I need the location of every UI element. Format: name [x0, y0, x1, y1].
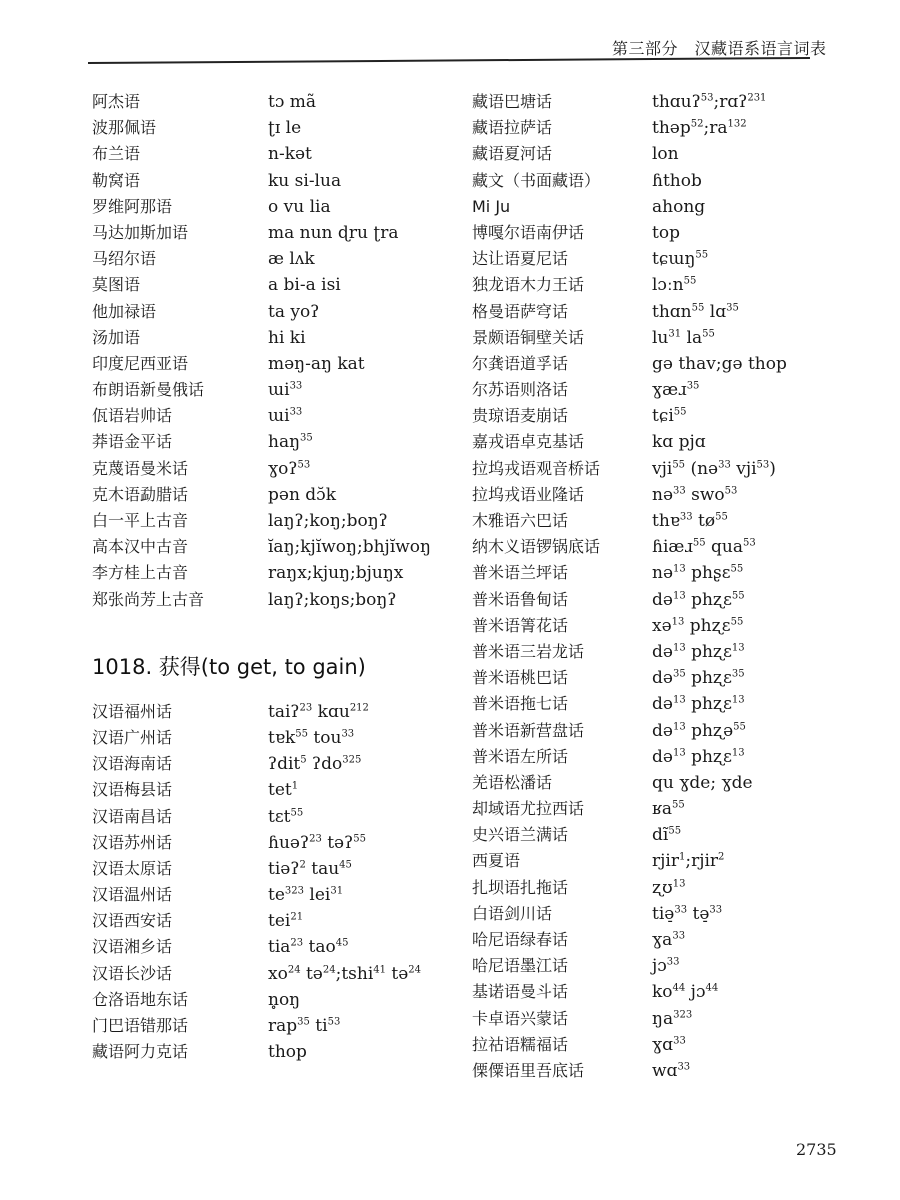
- language-name: 汉语温州话: [92, 885, 173, 905]
- entry-row: [472, 377, 852, 403]
- section-spacer: [92, 613, 452, 647]
- language-name: 门巴语错那话: [92, 1016, 189, 1035]
- language-name: 纳木义语锣锅底话: [472, 537, 601, 557]
- language-name: 嘉戎语卓克基话: [472, 432, 585, 452]
- section-title: 1018. 获得(to get, to gain): [92, 654, 366, 679]
- entry-row: [92, 141, 452, 167]
- word-form: vji$^{55}$ (nə$^{33}$ vji$^{53}$): [652, 458, 776, 479]
- entry-row: [472, 691, 852, 717]
- language-name: 布兰语: [92, 144, 141, 164]
- word-form: thop: [268, 1042, 307, 1063]
- word-form: də$^{13}$ phʐɛ$^{13}$: [652, 746, 745, 767]
- right-column: [472, 89, 852, 1084]
- entry-row: [472, 979, 852, 1005]
- language-name: 白一平上古音: [92, 511, 189, 530]
- word-form: ʔdit$^5$ ʔdo$^{325}$: [268, 754, 362, 775]
- language-name: 达让语夏尼话: [472, 249, 569, 269]
- language-name: 傈僳语里吾底话: [472, 1060, 585, 1080]
- entry-row: [472, 534, 852, 560]
- word-form: tɛt$^{55}$: [268, 806, 304, 827]
- entry-row: [92, 351, 452, 377]
- word-form: haŋ$^{35}$: [268, 432, 313, 453]
- language-name: 克蔑语曼米话: [92, 458, 189, 478]
- entry-row: [92, 168, 452, 194]
- word-form: $ŋa^{323}$: [652, 1008, 693, 1029]
- language-name: 汉语苏州话: [92, 832, 173, 852]
- language-name: 高本汉中古音: [92, 537, 189, 557]
- word-form: $dĩ^{55}$: [652, 825, 682, 846]
- word-form: xə$^{13}$ phʐɛ$^{55}$: [652, 615, 744, 636]
- word-form: tɐk$^{55}$ tou$^{33}$: [268, 727, 355, 748]
- entry-row: [472, 901, 852, 927]
- entry-row: [472, 718, 852, 744]
- word-form: qu ɣde; ɣde: [652, 772, 753, 793]
- entry-row: [92, 299, 452, 325]
- word-form: rap$^{35}$ $ti^{53}$: [268, 1016, 341, 1036]
- language-name: 拉坞戎语业隆话: [472, 484, 585, 504]
- entry-row: [92, 246, 452, 272]
- word-form: ku si-lua: [268, 170, 342, 191]
- entry-row: [472, 587, 852, 613]
- word-form: də$^{13}$ phʐə$^{55}$: [652, 720, 746, 741]
- word-form: ɦthob: [652, 170, 702, 191]
- language-name: Mi Ju: [472, 196, 511, 216]
- word-form: tɔ mã: [268, 92, 317, 112]
- entry-row: [472, 299, 852, 325]
- language-name: 汉语太原话: [92, 858, 173, 878]
- word-form: ta yoʔ: [268, 301, 320, 322]
- language-name: 藏语拉萨话: [472, 118, 553, 138]
- word-form: ɯi$^{33}$: [268, 380, 303, 401]
- word-form: tei$^{21}$: [268, 911, 304, 932]
- word-form: n-kət: [268, 144, 312, 165]
- word-form: tiəʔ$^2$ tau$^{45}$: [268, 858, 352, 879]
- word-form: tɕɯŋ$^{55}$: [652, 249, 709, 270]
- language-name: 莫图语: [92, 275, 141, 295]
- entry-row: [472, 482, 852, 508]
- entry-row: [472, 613, 852, 639]
- entry-row: [92, 777, 452, 803]
- entry-row: [92, 961, 452, 987]
- language-name: 普米语拖七话: [472, 694, 569, 714]
- entry-row: [472, 1058, 852, 1084]
- word-form: taiʔ$^{23}$ kɑu$^{212}$: [268, 701, 369, 722]
- language-name: 扎坝语扎拖话: [472, 877, 569, 897]
- entry-row: [472, 168, 852, 194]
- word-form: tia$^{23}$ tao$^{45}$: [268, 937, 349, 958]
- language-name: 马绍尔语: [92, 249, 157, 269]
- language-name: 却域语尤拉西话: [472, 799, 585, 819]
- word-form: ʈɪ le: [268, 118, 302, 139]
- entry-row: [92, 934, 452, 960]
- language-name: 汉语南昌话: [92, 806, 173, 826]
- word-form: raŋx;kjuŋ;bjuŋx: [268, 563, 404, 584]
- word-form: lɔːn$^{55}$: [652, 275, 697, 296]
- language-name: 格曼语萨穹话: [472, 301, 569, 321]
- entry-row: [92, 508, 452, 534]
- word-form: laŋʔ;koŋ;boŋʔ: [268, 511, 388, 531]
- left-top-list: [92, 89, 452, 613]
- language-name: 基诺语曼斗话: [472, 982, 569, 1002]
- entry-row: [472, 115, 852, 141]
- language-name: 李方桂上古音: [92, 563, 189, 583]
- language-name: 藏语阿力克话: [92, 1042, 189, 1062]
- entry-row: [92, 1013, 452, 1039]
- language-name: 克木语勐腊话: [92, 484, 189, 504]
- word-form: ɣa$^{33}$: [652, 930, 686, 950]
- word-form: $te^{323}$ lei$^{31}$: [268, 885, 344, 906]
- left-bottom-list: [92, 699, 452, 1066]
- entry-row: [92, 534, 452, 560]
- entry-row: [472, 796, 852, 822]
- language-name: 羌语松潘话: [472, 772, 553, 792]
- word-form: æ lʌk: [268, 249, 315, 270]
- word-form: tɕi$^{55}$: [652, 406, 687, 427]
- entry-row: [472, 560, 852, 586]
- entry-row: [92, 456, 452, 482]
- left-column: [92, 89, 452, 1065]
- entry-row: [92, 804, 452, 830]
- language-name: 阿杰语: [92, 92, 141, 111]
- entry-row: [472, 822, 852, 848]
- running-header: 第三部分 汉藏语系语言词表: [612, 39, 827, 58]
- entry-row: [472, 508, 852, 534]
- entry-row: [92, 882, 452, 908]
- entry-row: [472, 927, 852, 953]
- word-form: thɑn$^{55}$ lɑ$^{35}$: [652, 301, 739, 322]
- language-name: 尔苏语则洛话: [472, 380, 569, 400]
- language-name: 藏文（书面藏语）: [472, 170, 601, 190]
- language-name: 普米语箐花话: [472, 615, 569, 635]
- word-form: ĭaŋ;kjĭwoŋ;bhjĭwoŋ: [268, 537, 431, 558]
- word-form: tet$^1$: [268, 780, 299, 801]
- word-form: də$^{13}$ phʐɛ$^{13}$: [652, 641, 745, 662]
- entry-row: [472, 403, 852, 429]
- word-form: ʁa$^{55}$: [652, 799, 685, 820]
- entry-row: [92, 725, 452, 751]
- entry-row: [472, 875, 852, 901]
- language-name: 藏语夏河话: [472, 144, 553, 164]
- entry-row: [472, 953, 852, 979]
- entry-row: [92, 987, 452, 1013]
- word-form: o vu lia: [268, 196, 331, 217]
- language-name: 波那佩语: [92, 118, 157, 138]
- language-name: 汉语梅县话: [92, 780, 173, 800]
- word-form: a bi-a isi: [268, 275, 341, 296]
- language-name: 汉语福州话: [92, 701, 173, 721]
- entry-row: [472, 429, 852, 455]
- language-name: 佤语岩帅话: [92, 406, 173, 426]
- language-name: 布朗语新曼俄话: [92, 380, 205, 400]
- page-number: 2735: [796, 1140, 837, 1159]
- word-form: nə$^{13}$ phʂɛ$^{55}$: [652, 563, 744, 584]
- word-form: nə$^{33}$ swo$^{53}$: [652, 484, 738, 505]
- word-form: $ko^{44}$ jɔ$^{44}$: [652, 982, 719, 1003]
- language-name: 马达加斯加语: [92, 222, 189, 242]
- language-name: 拉坞戎语观音桥话: [472, 458, 601, 478]
- entry-row: [472, 220, 852, 246]
- language-name: 尔龚语道孚话: [472, 353, 569, 373]
- entry-row: [472, 665, 852, 691]
- word-form: $xo^{24}$ tə$^{24}$;tshi$^{41}$ tə$^{24}$: [268, 963, 422, 984]
- entry-row: [472, 194, 852, 220]
- language-name: 木雅语六巴话: [472, 511, 569, 530]
- entry-row: [92, 587, 452, 613]
- language-name: 汉语长沙话: [92, 963, 173, 983]
- language-name: 汉语湘乡话: [92, 937, 173, 957]
- entry-row: [92, 908, 452, 934]
- entry-row: [92, 89, 452, 115]
- language-name: 郑张尚芳上古音: [92, 589, 205, 609]
- entry-row: [472, 848, 852, 874]
- entry-row: [472, 744, 852, 770]
- language-name: 贵琼语麦崩话: [472, 406, 569, 426]
- entry-row: [92, 377, 452, 403]
- entry-row: [92, 115, 452, 141]
- entry-row: [472, 89, 852, 115]
- language-name: 西夏语: [472, 851, 521, 871]
- language-name: 普米语三岩龙话: [472, 641, 585, 661]
- word-form: tiə̠$^{33}$ tə̠$^{33}$: [652, 903, 723, 924]
- language-name: 藏语巴塘话: [472, 92, 553, 111]
- language-name: 独龙语木力王话: [472, 275, 585, 295]
- entry-row: [472, 272, 852, 298]
- word-form: də$^{35}$ phʐɛ$^{35}$: [652, 668, 745, 689]
- header-rule: [88, 57, 810, 64]
- word-form: ɣæɹ$^{35}$: [652, 380, 700, 401]
- language-name: 普米语鲁甸话: [472, 589, 569, 609]
- language-name: 普米语兰坪话: [472, 563, 569, 583]
- entry-row: [472, 141, 852, 167]
- word-form: rjir$^1$;rjir$^2$: [652, 851, 725, 872]
- entry-row: [92, 194, 452, 220]
- word-form: də$^{13}$ phʐɛ$^{55}$: [652, 589, 745, 610]
- language-name: 汉语海南话: [92, 754, 173, 774]
- entry-row: [92, 482, 452, 508]
- language-name: 汤加语: [92, 327, 141, 347]
- language-name: 哈尼语绿春话: [472, 930, 569, 949]
- language-name: 汉语西安话: [92, 911, 173, 931]
- language-name: 拉祜语糯福话: [472, 1034, 569, 1054]
- entry-row: [92, 699, 452, 725]
- entry-row: [92, 560, 452, 586]
- entry-row: [472, 351, 852, 377]
- language-name: 白语剑川话: [472, 903, 553, 923]
- language-name: 他加禄语: [92, 301, 157, 321]
- language-name: 普米语新营盘话: [472, 720, 585, 740]
- word-form: $lu^{31}$ $la^{55}$: [652, 327, 715, 348]
- word-form: jɔ$^{33}$: [652, 956, 680, 977]
- word-form: də$^{13}$ phʐɛ$^{13}$: [652, 694, 745, 715]
- language-name: 普米语桃巴话: [472, 668, 569, 688]
- word-form: thɐ$^{33}$ $tø^{55}$: [652, 511, 728, 531]
- word-form: ma nun ɖru ʈra: [268, 222, 399, 243]
- entry-row: [472, 246, 852, 272]
- language-name: 仓洛语地东话: [92, 989, 189, 1009]
- word-form: thɑuʔ$^{53}$;rɑʔ$^{231}$: [652, 92, 767, 112]
- word-form: məŋ-aŋ kat: [268, 353, 365, 374]
- language-name: 景颇语铜壁关话: [472, 327, 585, 347]
- language-name: 罗维阿那语: [92, 196, 173, 216]
- word-form: ɯi$^{33}$: [268, 406, 303, 427]
- language-name: 卡卓语兴蒙话: [472, 1008, 569, 1028]
- word-form: ʐʊ$^{13}$: [652, 877, 686, 898]
- entry-row: [472, 456, 852, 482]
- entry-row: [472, 770, 852, 796]
- entry-row: [92, 856, 452, 882]
- word-form: ɣoʔ$^{53}$: [268, 458, 311, 479]
- entry-row: [472, 639, 852, 665]
- language-name: 史兴语兰满话: [472, 825, 569, 845]
- word-form: hi ki: [268, 327, 306, 348]
- word-form: kɑ pjɑ: [652, 432, 706, 453]
- entry-row: [472, 325, 852, 351]
- right-list: [472, 89, 852, 1084]
- word-form: ɦuəʔ$^{23}$ təʔ$^{55}$: [268, 832, 366, 853]
- entry-row: [92, 830, 452, 856]
- language-name: 莽语金平话: [92, 432, 173, 452]
- entry-row: [92, 220, 452, 246]
- entry-row: [92, 272, 452, 298]
- word-form: ɣɑ$^{33}$: [652, 1034, 686, 1055]
- word-form: wɑ$^{33}$: [652, 1060, 691, 1081]
- entry-row: [92, 325, 452, 351]
- language-name: 普米语左所话: [472, 746, 569, 766]
- word-form: n̥oŋ: [268, 989, 301, 1010]
- word-form: top: [652, 222, 680, 243]
- entry-row: [472, 1006, 852, 1032]
- word-form: ɦiæɹ$^{55}$ qua$^{53}$: [652, 537, 756, 558]
- language-name: 汉语广州话: [92, 727, 173, 747]
- language-name: 勒窝语: [92, 170, 141, 190]
- word-form: laŋʔ;koŋs;boŋʔ: [268, 589, 397, 610]
- entry-row: [92, 429, 452, 455]
- entry-row: [92, 751, 452, 777]
- word-form: ahong: [652, 196, 706, 217]
- entry-row: [92, 1039, 452, 1065]
- word-form: gə thav;gə thop: [652, 353, 787, 374]
- entry-row: [92, 403, 452, 429]
- language-name: 印度尼西亚语: [92, 353, 189, 373]
- entry-row: [472, 1032, 852, 1058]
- word-form: $thəp^{52};ra^{132}$: [652, 118, 747, 139]
- language-name: 博嘎尔语南伊话: [472, 222, 585, 242]
- word-form: pən dɔ̆k: [268, 484, 336, 505]
- language-name: 哈尼语墨江话: [472, 956, 569, 976]
- word-form: lon: [652, 144, 679, 165]
